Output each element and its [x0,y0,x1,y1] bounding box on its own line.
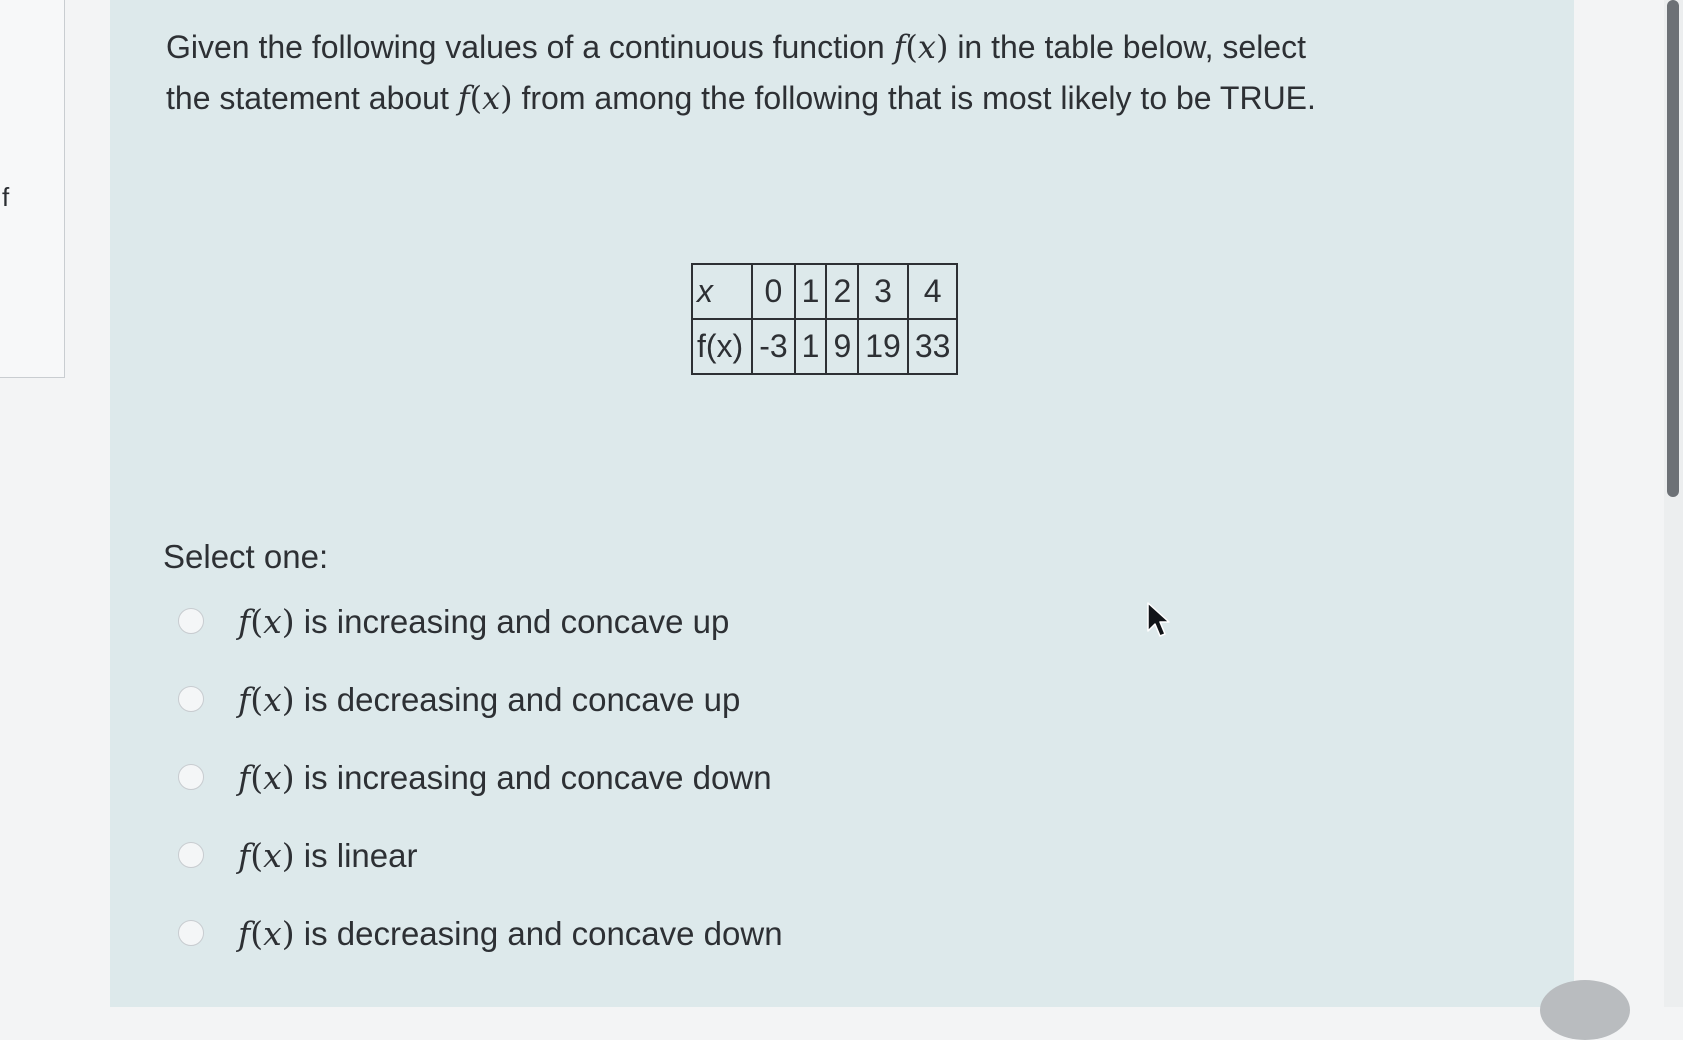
table-header-fx: f(x) [692,319,752,374]
left-panel-text-fragment: f [2,182,10,212]
option-decreasing-concave-down[interactable] [178,911,783,955]
option-label: f(x) is increasing and concave down [238,757,772,797]
values-table [691,263,958,375]
option-label: f(x) is decreasing and concave down [238,913,783,953]
radio-button-icon[interactable] [178,920,204,946]
left-side-panel [0,0,65,378]
question-line2-end: from among the following that is most likely to be TRUE. [512,80,1316,116]
question-line2-start: the statement about [166,80,458,116]
option-label: f(x) is decreasing and concave up [238,679,741,719]
question-math-fx-1: f(x) [893,28,949,66]
table-cell-fx: 9 [826,319,858,374]
table-row-fx [692,319,957,374]
radio-button-icon[interactable] [178,764,204,790]
table-cell-x: 3 [858,264,908,319]
table-cell-fx: -3 [752,319,794,374]
table-cell-fx: 1 [795,319,827,374]
radio-button-icon[interactable] [178,686,204,712]
option-label: f(x) is increasing and concave up [238,601,730,641]
question-line1-end: in the table below, select [948,29,1306,65]
option-increasing-concave-down[interactable] [178,755,772,799]
table-row-x [692,264,957,319]
radio-button-icon[interactable] [178,608,204,634]
option-decreasing-concave-up[interactable] [178,677,740,721]
corner-shadow-decoration [1540,980,1630,1040]
option-label: f(x) is linear [238,835,418,875]
table-cell-x: 4 [908,264,958,319]
question-panel [110,0,1574,1007]
question-text [166,22,1536,124]
option-increasing-concave-up[interactable] [178,599,729,643]
table-cell-x: 1 [795,264,827,319]
table-header-x: x [692,264,752,319]
table-cell-x: 0 [752,264,794,319]
option-linear[interactable] [178,833,417,877]
select-one-label: Select one: [163,538,329,575]
table-cell-x: 2 [826,264,858,319]
mouse-pointer-icon [1146,601,1172,641]
table-cell-fx: 19 [858,319,908,374]
table-cell-fx: 33 [908,319,958,374]
scrollbar-thumb[interactable] [1667,0,1679,497]
question-line1-start: Given the following values of a continuous function [166,29,894,65]
question-math-fx-2: f(x) [457,79,513,117]
radio-button-icon[interactable] [178,842,204,868]
